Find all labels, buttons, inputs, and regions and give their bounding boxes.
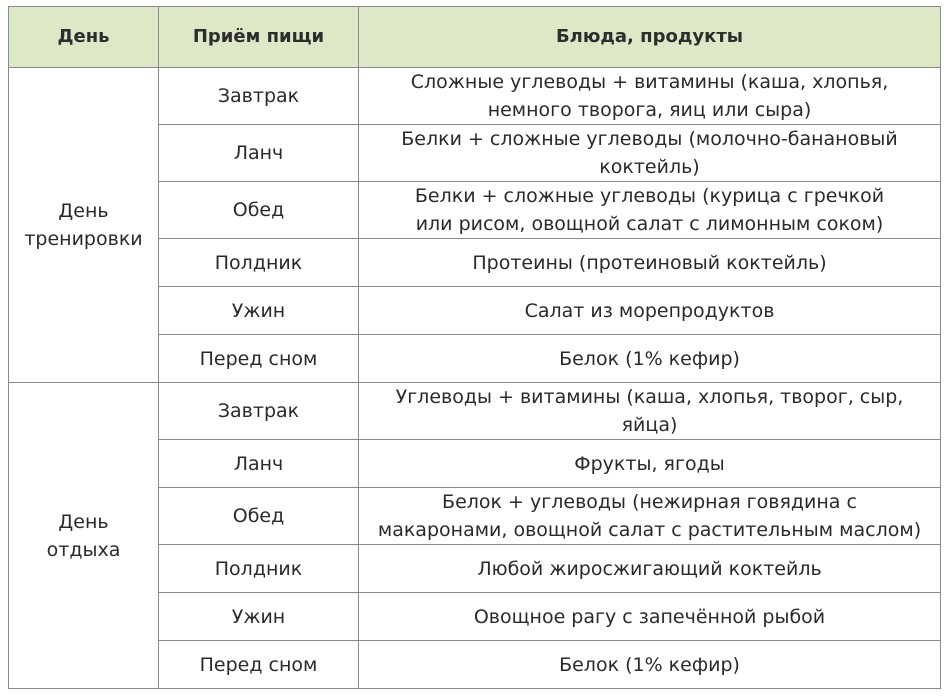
header-day: День (9, 7, 159, 68)
meal-cell: Полдник (159, 239, 359, 287)
food-cell: Белок (1% кефир) (359, 641, 941, 689)
header-food: Блюда, продукты (359, 7, 941, 68)
day-label-line2: тренировки (24, 228, 143, 250)
table-row (9, 68, 941, 125)
food-line: макаронами, овощной салат с растительным маслом) (377, 519, 922, 541)
meal-cell: Завтрак (159, 383, 359, 440)
meal-plan-table-frame (8, 6, 940, 694)
meal-cell: Перед сном (159, 335, 359, 383)
meal-plan-table (8, 6, 941, 689)
food-line: коктейль) (599, 156, 700, 178)
food-cell: Протеины (протеиновый коктейль) (359, 239, 941, 287)
meal-cell: Ланч (159, 125, 359, 182)
food-cell: Овощное рагу с запечённой рыбой (359, 593, 941, 641)
food-cell: Белок (1% кефир) (359, 335, 941, 383)
food-cell (359, 125, 941, 182)
table-row (9, 383, 941, 440)
meal-cell: Завтрак (159, 68, 359, 125)
food-cell (359, 383, 941, 440)
food-cell: Фрукты, ягоды (359, 440, 941, 488)
day-cell-training (9, 68, 159, 383)
food-cell (359, 488, 941, 545)
header-meal: Приём пищи (159, 7, 359, 68)
meal-cell: Полдник (159, 545, 359, 593)
meal-cell: Обед (159, 488, 359, 545)
food-line: яйца) (621, 414, 678, 436)
day-label-line1: День (58, 510, 109, 533)
meal-cell: Перед сном (159, 641, 359, 689)
day-label-line1: День (58, 200, 109, 222)
food-line: немного творога, яиц или сыра) (487, 99, 812, 121)
day-cell-rest (9, 383, 159, 689)
food-line: Белок + углеводы (нежирная говядина с (442, 491, 857, 513)
food-line: Белки + сложные углеводы (молочно-банановый (401, 128, 898, 150)
food-cell (359, 68, 941, 125)
food-cell (359, 182, 941, 239)
food-line: Сложные углеводы + витамины (каша, хлопья, (410, 71, 889, 93)
food-cell: Салат из морепродуктов (359, 287, 941, 335)
food-cell: Любой жиросжигающий коктейль (359, 545, 941, 593)
meal-cell: Ужин (159, 287, 359, 335)
food-line: Белки + сложные углеводы (курица с гречкой (414, 185, 885, 207)
header-row (9, 7, 941, 68)
food-line: Углеводы + витамины (каша, хлопья, творог, сыр, (395, 386, 904, 408)
meal-cell: Ужин (159, 593, 359, 641)
meal-cell: Обед (159, 182, 359, 239)
meal-cell: Ланч (159, 440, 359, 488)
day-label-line2: отдыха (46, 538, 121, 561)
food-line: или рисом, овощной салат с лимонным соком) (415, 213, 884, 235)
